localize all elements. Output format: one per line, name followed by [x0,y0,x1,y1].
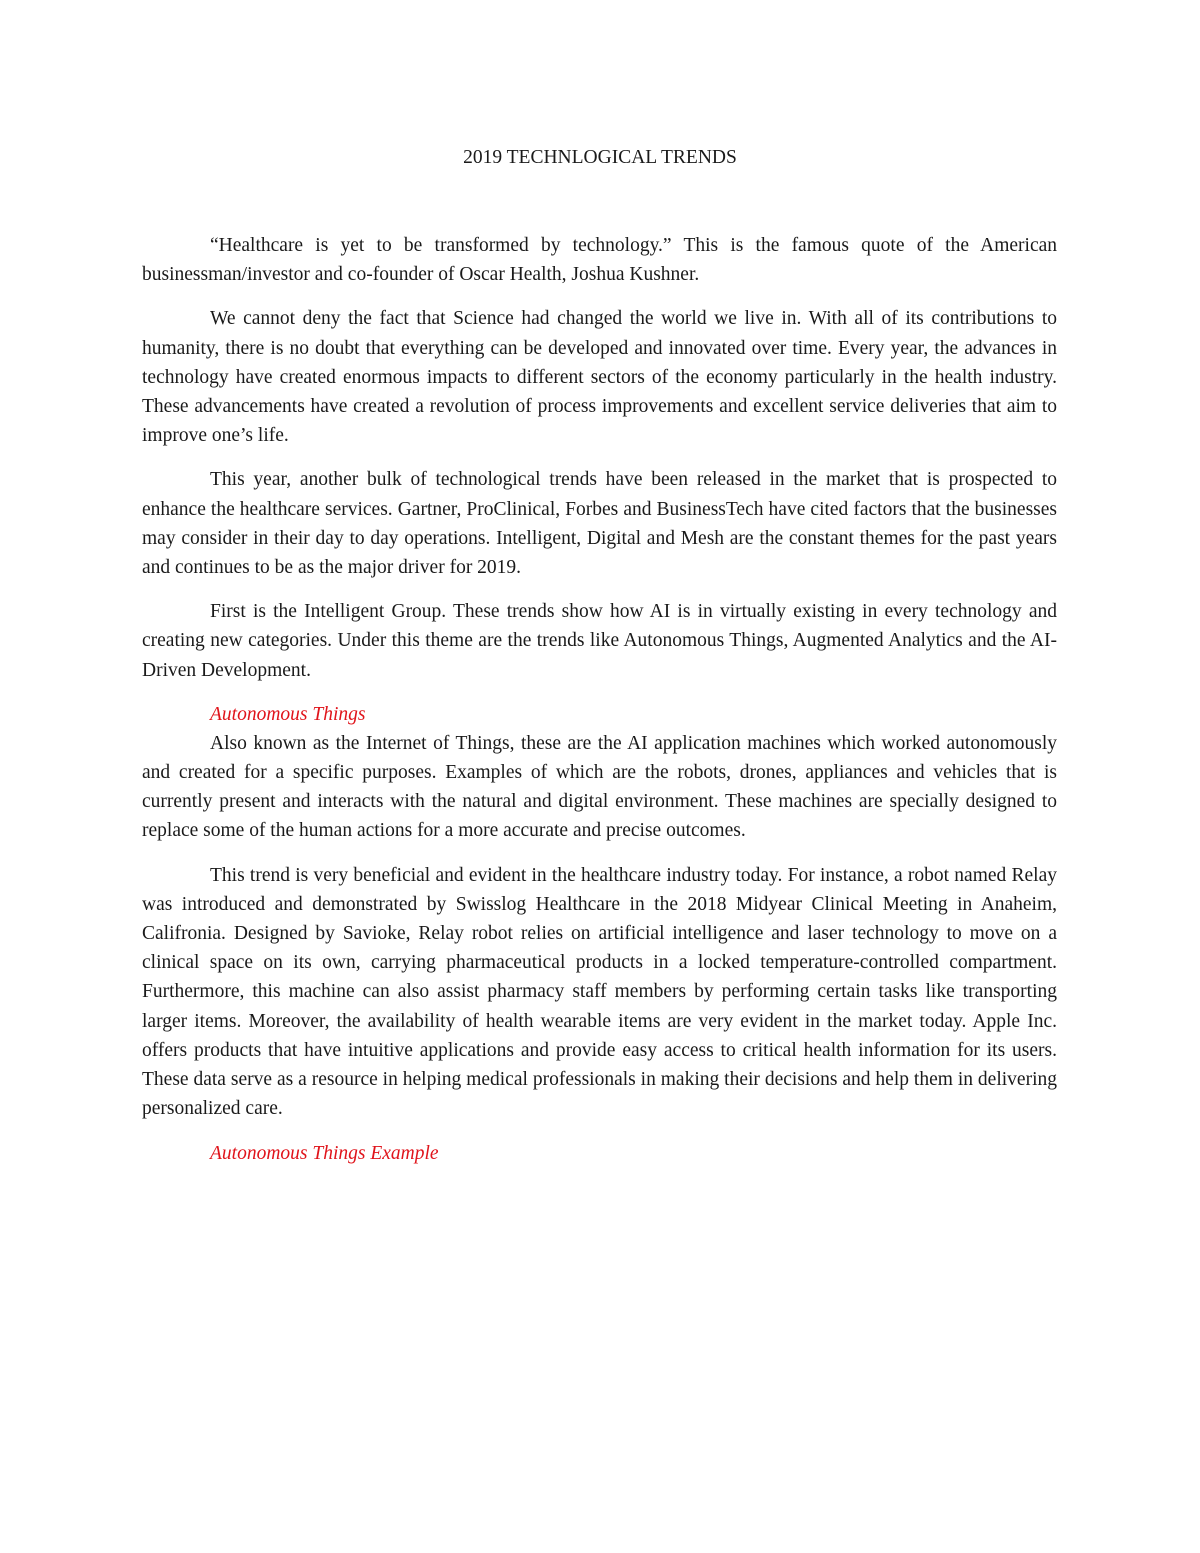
autonomous-things-heading: Autonomous Things [210,703,366,725]
healthcare-example-paragraph: This trend is very beneficial and evident in the healthcare industry today. For instance, a robot named Relay was introduced and demonstrated by Swisslog Healthcare in the 2018 Midyear Clinical Meeting in Anaheim, Califronia. Designed by Savioke, Relay robot relies on artificial intelligence and laser technology to move on a clinical space on its own, carrying pharmaceutical products in a locked temperature-controlled compartment. Furthermore, this machine can also assist pharmacy staff members by performing certain tasks like transporting larger items. Moreover, the availability of health wearable items are very evident in the market today. Apple Inc. offers products that have intuitive applications and provide easy access to critical health information for its users. These data serve as a resource in helping medical professionals in making their decisions and help them in delivering personalized care. [142,864,1057,1120]
science-paragraph: We cannot deny the fact that Science had changed the world we live in. With all of its contributions to humanity, there is no doubt that everything can be developed and innovated over time. Every year, the advances in technology have created enormous impacts to different sectors of the economy particularly in the health industry. These advancements have created a revolution of process improvements and excellent service deliveries that aim to improve one’s life. [142,308,1057,447]
document-body [142,231,1057,1168]
intro-quote-paragraph: “Healthcare is yet to be transformed by technology.” This is the famous quote of the American businessman/investor and co-founder of Oscar Health, Joshua Kushner. [142,235,1057,286]
document-title: 2019 TECHNLOGICAL TRENDS [463,147,737,168]
trends-paragraph: This year, another bulk of technological trends have been released in the market that is prospected to enhance the healthcare services. Gartner, ProClinical, Forbes and BusinessTech have cited factors that the businesses may consider in their day to day operations. Intelligent, Digital and Mesh are the constant themes for the past years and continues to be as the major driver for 2019. [142,469,1057,579]
autonomous-things-paragraph: Also known as the Internet of Things, these are the AI application machines which worked autonomously and created for a specific purposes. Examples of which are the robots, drones, appliances and vehicles that is currently present and interacts with the natural and digital environment. These machines are specially designed to replace some of the human actions for a more accurate and precise outcomes. [142,732,1057,842]
autonomous-things-example-heading: Autonomous Things Example [210,1143,439,1165]
intelligent-group-paragraph: First is the Intelligent Group. These trends show how AI is in virtually existing in every technology and creating new categories. Under this theme are the trends like Autonomous Things, Augmented Analytics and the AI-Driven Development. [142,601,1057,681]
